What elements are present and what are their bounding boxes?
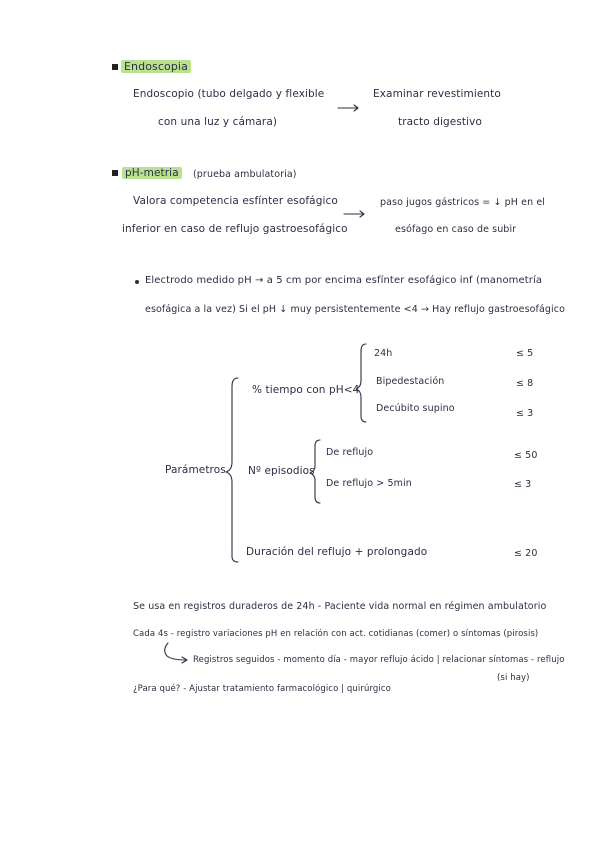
brace-parametros bbox=[226, 378, 238, 562]
endoscopia-left-line2: con una luz y cámara) bbox=[158, 116, 278, 128]
endoscopia-right-line2: tracto digestivo bbox=[398, 116, 482, 128]
group1-label: % tiempo con pH<4 bbox=[252, 384, 360, 396]
arrow-notes bbox=[165, 643, 187, 663]
electrodo-line2: esofágica a la vez) Si el pH ↓ muy persistentemente <4 → Hay reflujo gastroesofágico bbox=[145, 304, 566, 315]
group1-item-bipedestacion: Bipedestación bbox=[376, 376, 445, 387]
group2-item-reflujo-5min: De reflujo > 5min bbox=[326, 478, 412, 489]
group2-item-reflujo: De reflujo bbox=[326, 447, 374, 458]
group1-item-decubito: Decúbito supino bbox=[376, 403, 455, 414]
phmetria-subtitle: (prueba ambulatoria) bbox=[193, 169, 297, 180]
brace-group1 bbox=[356, 344, 366, 422]
arrow-endoscopia bbox=[338, 105, 358, 111]
parametros-label: Parámetros bbox=[165, 464, 226, 476]
section-heading-endoscopia: Endoscopia bbox=[121, 60, 191, 73]
electrodo-line1: Electrodo medido pH → a 5 cm por encima esfínter esofágico inf (manometría bbox=[145, 275, 543, 286]
group2-value-reflujo-5min: ≤ 3 bbox=[514, 479, 532, 490]
phmetria-left-line1: Valora competencia esfínter esofágico bbox=[133, 195, 338, 207]
group1-item-24h: 24h bbox=[374, 348, 393, 359]
section-heading-phmetria: pH-metria bbox=[122, 167, 182, 179]
group1-value-bipedestacion: ≤ 8 bbox=[516, 378, 534, 389]
group1-value-decubito: ≤ 3 bbox=[516, 408, 534, 419]
phmetria-right-line1: paso jugos gástricos = ↓ pH en el bbox=[380, 197, 546, 208]
notes-line3b: (si hay) bbox=[497, 673, 530, 683]
notes-line4: ¿Para qué? - Ajustar tratamiento farmacológico | quirúrgico bbox=[133, 684, 391, 694]
arrow-phmetria bbox=[344, 211, 364, 217]
notes-line2: Cada 4s - registro variaciones pH en relación con act. cotidianas (comer) o síntomas (pirosis) bbox=[133, 629, 539, 639]
phmetria-right-line2: esófago en caso de subir bbox=[395, 224, 517, 235]
notes-line1: Se usa en registros duraderos de 24h - Paciente vida normal en régimen ambulatorio bbox=[133, 601, 547, 612]
group2-value-reflujo: ≤ 50 bbox=[514, 450, 538, 461]
phmetria-left-line2: inferior en caso de reflujo gastroesofágico bbox=[122, 223, 348, 235]
group3-label: Duración del reflujo + prolongado bbox=[246, 546, 428, 558]
brace-group2 bbox=[310, 440, 320, 503]
notes-line3: Registros seguidos - momento día - mayor reflujo ácido | relacionar síntomas - reflujo bbox=[193, 655, 565, 665]
group3-value: ≤ 20 bbox=[514, 548, 538, 559]
endoscopia-left-line1: Endoscopio (tubo delgado y flexible bbox=[133, 88, 325, 100]
group2-label: Nº episodios bbox=[248, 465, 315, 477]
endoscopia-right-line1: Examinar revestimiento bbox=[373, 88, 501, 100]
group1-value-24h: ≤ 5 bbox=[516, 348, 534, 359]
